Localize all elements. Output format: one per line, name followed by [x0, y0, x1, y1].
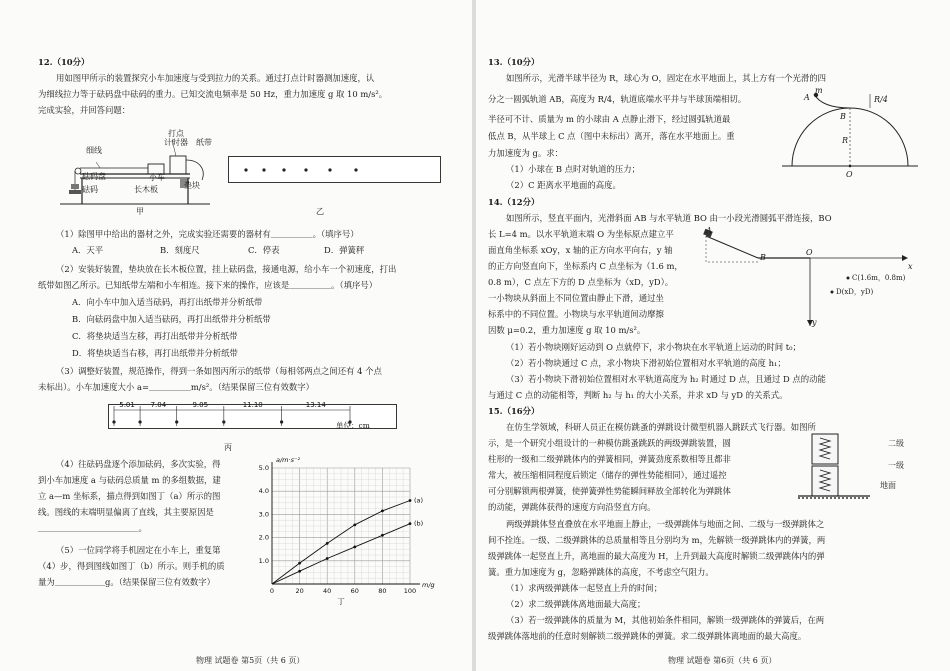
q14-sub3-line1: （3）若小物块下滑初始位置相对水平轨道高度为 h₂ 时通过 D 点，且通过 D 点的动能: [506, 374, 826, 384]
data-point: [353, 523, 356, 526]
data-point: [381, 534, 384, 537]
q14-line2: 长 L=4 m。以水平轨道末端 O 为坐标原点建立平: [488, 229, 674, 239]
q13-line4: 低点 B，从半球上 C 点（图中未标出）离开，落在水平地面上。重: [488, 131, 735, 141]
q12-sub4-line4: 线。图线的末端明显偏离了直线，其主要原因是: [38, 507, 214, 517]
fig-yi-tape: [228, 156, 442, 184]
q15-line8: 间不拴连。一级、二级弹跳体的总质量相等且分别均为 m，先解锁一级弹跳体内的弹簧，两: [488, 535, 826, 545]
q15-label-yiji: 一级: [888, 461, 904, 470]
data-point: [409, 522, 412, 525]
fig-bing-caption: 丙: [224, 443, 232, 452]
tape-segment-label: 9.05: [192, 401, 209, 409]
q13-label-a: A: [804, 93, 810, 102]
q14-line7: 标系中的不同位置。小物块与水平轨道间动摩擦: [488, 309, 664, 319]
q12-sub2-line2: 纸带如图乙所示。已知纸带左端和小车相连。接下来的操作，应该是＿＿＿＿＿。（填序号）: [38, 280, 378, 290]
tape-segment-label: 13.14: [305, 401, 326, 409]
x-tick-label: 40: [323, 587, 332, 595]
tape-dot: [280, 420, 283, 423]
q15-label-erji: 二级: [888, 439, 904, 448]
x-tick-label: 100: [403, 587, 417, 595]
page-5-footer: 物理 试题卷 第5页（共 6 页）: [196, 656, 305, 665]
tape-segment-label: 7.04: [150, 401, 167, 409]
q13-label-m: m: [815, 86, 823, 95]
data-point: [353, 545, 356, 548]
q15-line1: 在仿生学领域，科研人员正在模仿跳蚤的弹跳设计微型机器人跳跃式飞行器。如图所: [506, 422, 816, 432]
x-tick-label: 80: [378, 587, 387, 595]
q15-label-dimian: 地面: [880, 481, 896, 490]
q12-sub5-line1: （5）一位同学将手机固定在小车上，重复第: [56, 545, 221, 555]
q13-line1: 如图所示，光滑半球半径为 R，球心为 O，固定在水平地面上，其上方有一个光滑的四: [506, 73, 826, 83]
x-tick-label: 0: [269, 587, 275, 595]
data-point: [381, 510, 384, 513]
y-tick-label: 2.0: [258, 533, 269, 542]
q13-sub2: （2）C 距离水平地面的高度。: [506, 180, 621, 190]
fig-q15-jumper: [798, 430, 878, 506]
y-tick-label: 1.0: [258, 556, 269, 565]
q14-label-y: y: [812, 318, 817, 327]
tape-segment-label: 5.01: [119, 401, 135, 409]
q14-line6: 一小物块从斜面上不同位置由静止下滑，通过坐: [488, 293, 664, 303]
q14-sub1: （1）若小物块刚好运动到 O 点就停下，求小物块在水平轨道上运动的时间 t₀；: [506, 342, 801, 352]
q15-line3: 柱形的一级和二级弹跳体内的弹簧相同，弹簧劲度系数相等且都非: [488, 454, 731, 464]
page-6-footer: 物理 试题卷 第6页（共 6 页）: [668, 656, 777, 665]
q12-sub3-line2: 未标出）。小车加速度大小 a=＿＿＿＿＿m/s²。（结果保留三位有效数字）: [38, 382, 314, 392]
q14-label-x: x: [908, 262, 913, 271]
q15-line4: 常大，被压缩相同程度后锁定（储存的弹性势能相同），通过遥控: [488, 470, 727, 480]
q12-sub2-option-b: B．向砝码盘中加入适当砝码，再打出纸带并分析纸带: [72, 314, 271, 324]
fig-jia-caption: 甲: [136, 207, 144, 216]
label-dianbian: 垫块: [184, 181, 200, 190]
exam-page-6: [476, 0, 950, 671]
x-tick-label: 60: [350, 587, 359, 595]
q12-intro-line2: 为细线拉力等于砝码盘中砝码的重力。已知交流电频率是 50 Hz，重力加速度 g 取 10 m/s²。: [38, 89, 388, 99]
y-tick-label: 3.0: [258, 510, 269, 519]
q15-line2: 示，是一个研究小组设计的一种模仿跳蚤跳跃的两级弹跳装置，圆: [488, 438, 731, 448]
q12-sub2-option-a: A．向小车中加入适当砝码，再打出纸带并分析纸带: [72, 297, 263, 307]
q12-sub2-option-c: C．将垫块适当左移，再打出纸带并分析纸带: [72, 331, 238, 341]
q15-line7: 两级弹跳体竖直叠放在水平地面上静止，一级弹跳体与地面之间、二级与一级弹跳体之: [506, 519, 825, 529]
q13-title: 13.（10分）: [488, 57, 540, 67]
q13-label-b: B: [840, 112, 846, 121]
fig-yi-caption: 乙: [316, 207, 324, 216]
q14-label-a: A: [706, 226, 712, 235]
q15-sub2: （2）求二级弹跳体离地面最大高度；: [506, 599, 646, 609]
q12-title: 12.（10分）: [38, 57, 90, 67]
q14-label-d: D(xD，yD): [836, 288, 874, 296]
q14-line3: 面直角坐标系 xOy，x 轴的正方向水平向右，y 轴: [488, 245, 673, 255]
q15-title: 15.（16分）: [488, 406, 540, 416]
q14-line1: 如图所示，竖直平面内，光滑斜面 AB 与水平轨道 BO 由一小段光滑圆弧平滑连接，BO: [506, 213, 832, 223]
q12-sub4-line1: （4）往砝码盘逐个添加砝码，多次实验，得: [56, 459, 221, 469]
q13-sub1: （1）小球在 B 点时对轨道的压力；: [506, 164, 641, 174]
tape-segment-label: 11.10: [242, 401, 263, 409]
q12-sub4-line3: 立 a—m 坐标系，描点得到如图丁（a）所示的图: [38, 491, 221, 501]
x-tick-label: 20: [295, 587, 304, 595]
data-point: [298, 570, 301, 573]
q14-line4: 的正方向竖直向下，坐标系内 C 点坐标为（1.6 m，: [488, 261, 683, 271]
q12-sub1-option-b: B．刻度尺: [160, 245, 200, 255]
q15-line5: 可分别解锁两根弹簧，使弹簧弹性势能瞬间释放全部转化为弹跳体: [488, 486, 731, 496]
q13-label-r4: R/4: [874, 95, 888, 104]
y-axis-label: a/m·s⁻²: [276, 456, 300, 464]
tape-dot: [175, 420, 178, 423]
q12-sub5-line2: （4）步，得到图线如图丁（b）所示。则手机的质: [38, 561, 225, 571]
data-point: [409, 499, 412, 502]
q12-sub2-option-d: D．将垫块适当右移，再打出纸带并分析纸带: [72, 348, 238, 358]
q12-sub5-line3: 量为＿＿＿＿＿＿g。（结果保留三位有效数字）: [38, 577, 216, 587]
q15-line9: 级弹跳体一起竖直上升，离地面的最大高度为 H，上升到最大高度时解锁二级弹跳体内的弹: [488, 551, 825, 561]
q15-sub3-line1: （3）若一级弹跳体的质量为 M，其他初始条件相同，解锁一级弹跳体的弹簧后，在两: [506, 615, 825, 625]
y-tick-label: 5.0: [258, 464, 269, 472]
q14-line5: 0.8 m），C 点左下方的 D 点坐标为（xD，yD）。: [488, 277, 674, 287]
q13-line3: 半径可不计、质量为 m 的小球由 A 点静止滑下，经过圆弧轨道最: [488, 114, 731, 124]
q15-line6: 的动能，弹跳体获得的速度方向沿竖直方向。: [488, 502, 656, 512]
y-tick-label: 4.0: [258, 487, 269, 496]
label-fama: 砝码: [82, 185, 98, 194]
q14-sub2: （2）若小物块通过 C 点，求小物块下滑初始位置相对水平轨道的高度 h₁；: [506, 358, 786, 368]
label-jishiqi: 计时器: [164, 138, 188, 147]
q14-label-b: B: [760, 253, 766, 262]
label-zhidai: 纸带: [196, 138, 212, 147]
tape-dot: [222, 420, 225, 423]
x-axis-label: m/g: [422, 581, 435, 589]
q12-sub1-option-d: D．弹簧秤: [324, 245, 365, 255]
fig-ding-chart: [242, 456, 435, 606]
q12-sub1-option-c: C．停表: [248, 245, 280, 255]
fig-ding-caption: 丁: [337, 597, 345, 606]
q12-sub1: （1）除图甲中给出的器材之外，完成实验还需要的器材有＿＿＿＿＿。（填序号）: [56, 229, 359, 239]
label-xiaoche: 小车: [149, 173, 165, 182]
q12-sub2-line1: （2）安装好装置，垫块放在长木板位置，挂上砝码盘，接通电源，给小车一个初速度，打出: [56, 264, 397, 274]
q12-sub1-option-a: A．天平: [72, 245, 104, 255]
q12-sub3-line1: （3）调整好装置，规范操作，得到一条如图丙所示的纸带（每相邻两点之间还有 4 个点: [56, 366, 382, 376]
q15-sub3-line2: 级弹跳体落地前的任意时刻解锁二级弹跳体的弹簧。求二级弹跳体离地面的最大高度。: [488, 631, 807, 641]
series-label: (b): [414, 519, 424, 528]
q15-line10: 簧。重力加速度为 g，忽略弹跳体的高度，不考虑空气阻力。: [488, 567, 714, 577]
data-point: [298, 562, 301, 565]
q12-intro-line1: 用如图甲所示的装置探究小车加速度与受到拉力的关系。通过打点计时器测加速度，认: [56, 73, 375, 83]
tape-dot: [138, 420, 141, 423]
fig-q13-hemisphere: [782, 86, 922, 172]
data-point: [326, 542, 329, 545]
data-point: [326, 557, 329, 560]
tape-unit: 单位：cm: [336, 421, 370, 430]
label-changmuban: 长木板: [134, 185, 158, 194]
q14-label-o: O: [806, 248, 813, 257]
q14-sub3-line2: 与通过 C 点的动能相等，判断 h₂ 与 h₁ 的大小关系，并求 xD 与 yD 的关系式。: [488, 390, 788, 400]
q13-label-r: R: [842, 136, 849, 145]
q12-sub4-line2: 到小车加速度 a 与砝码总质量 m 的多组数据，建: [38, 475, 221, 485]
q12-sub4-line5: ＿＿＿＿＿＿＿＿＿＿＿＿。: [38, 523, 147, 533]
label-famapan: 砝码盘: [82, 172, 106, 181]
q14-label-c: C(1.6m，0.8m): [852, 274, 906, 282]
q12-intro-line3: 完成实验，并回答问题：: [38, 105, 131, 115]
label-dakong: 打点: [168, 129, 184, 138]
q13-line5: 力加速度为 g。求：: [488, 148, 564, 158]
q13-label-o: O: [846, 170, 853, 179]
q14-line8: 因数 μ=0.2，重力加速度 g 取 10 m/s²。: [488, 325, 646, 335]
q15-sub1: （1）求两级弹跳体一起竖直上升的时间；: [506, 583, 663, 593]
exam-page-5: [0, 0, 472, 671]
q13-line2: 分之一圆弧轨道 AB，高度为 R/4，轨道底端水平并与半球顶端相切。: [488, 94, 747, 104]
label-xixian: 细线: [86, 146, 102, 155]
series-label: (a): [414, 496, 424, 505]
q14-title: 14.（12分）: [488, 197, 540, 207]
